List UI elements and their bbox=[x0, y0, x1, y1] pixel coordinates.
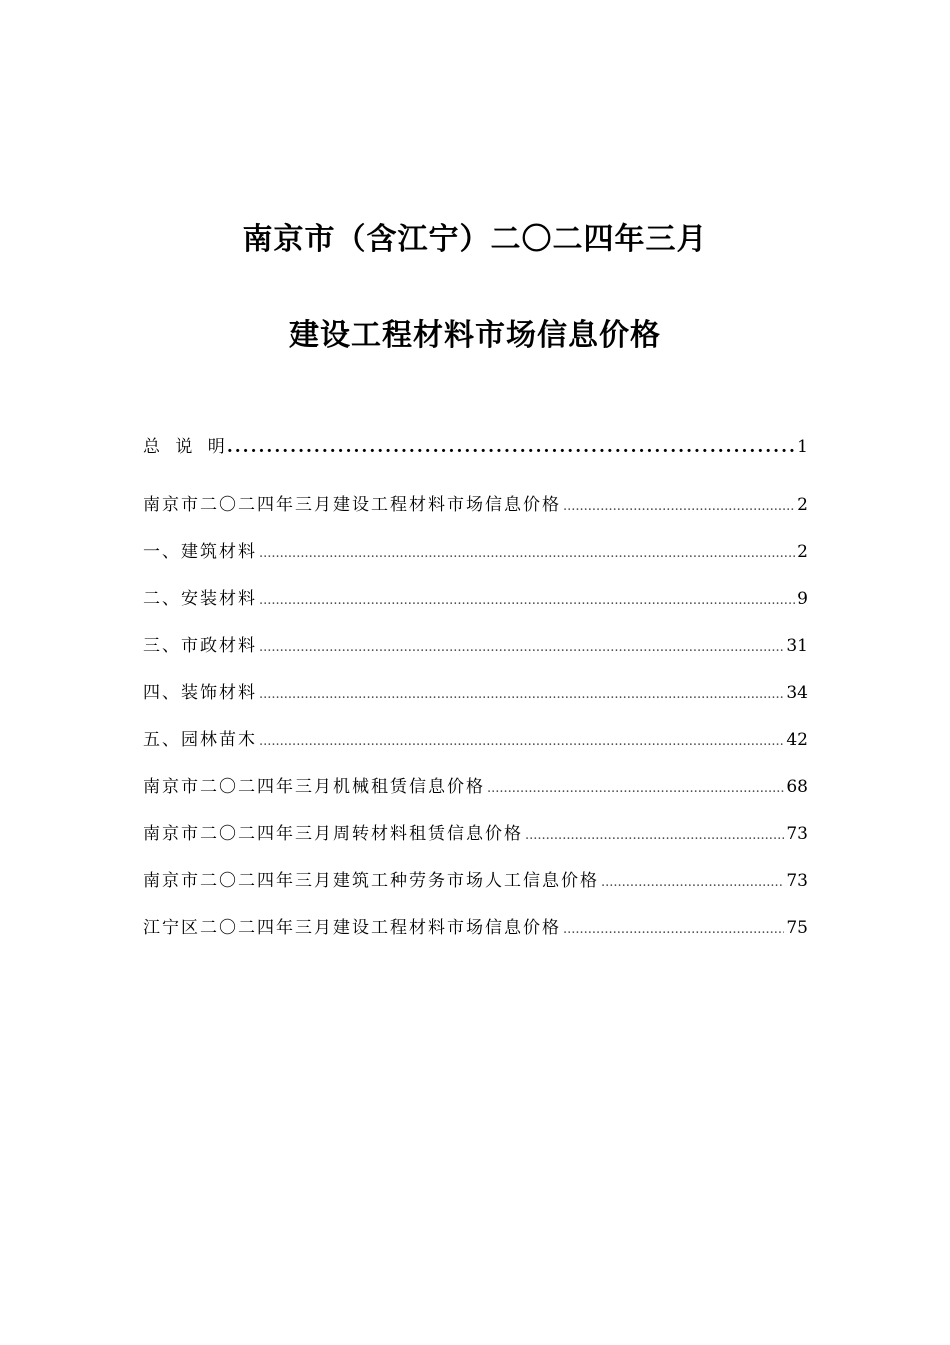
toc-entry-label: 南京市二〇二四年三月建筑工种劳务市场人工信息价格 bbox=[143, 871, 599, 891]
toc-entry-machinery-rental[interactable] bbox=[143, 772, 808, 819]
toc-entry-label: 南京市二〇二四年三月周转材料租赁信息价格 bbox=[143, 824, 523, 844]
toc-entry-page: 75 bbox=[786, 918, 808, 938]
toc-entry-page: 68 bbox=[786, 777, 808, 797]
toc-entry-label: 五、园林苗木 bbox=[143, 730, 257, 750]
toc-dot-leader bbox=[227, 437, 795, 457]
toc-entry-page: 9 bbox=[797, 589, 808, 609]
toc-dot-leader bbox=[259, 640, 784, 655]
toc-entry-label: 江宁区二〇二四年三月建设工程材料市场信息价格 bbox=[143, 918, 561, 938]
toc-entry-page: 1 bbox=[797, 437, 808, 457]
document-title-line-1: 南京市（含江宁）二〇二四年三月 bbox=[242, 222, 708, 257]
toc-entry-general-notes[interactable] bbox=[143, 432, 808, 490]
toc-dot-leader bbox=[259, 734, 784, 749]
toc-entry-jiangning-materials[interactable] bbox=[143, 913, 808, 960]
toc-entry-page: 73 bbox=[786, 824, 808, 844]
toc-dot-leader bbox=[487, 781, 784, 796]
toc-entry-landscape-nursery[interactable] bbox=[143, 725, 808, 772]
toc-entry-page: 73 bbox=[786, 871, 808, 891]
toc-entry-page: 31 bbox=[786, 636, 808, 656]
table-of-contents bbox=[143, 432, 808, 960]
toc-entry-label: 总 说 明 bbox=[143, 437, 225, 457]
toc-entry-installation-materials[interactable] bbox=[143, 584, 808, 631]
toc-dot-leader bbox=[259, 593, 795, 608]
toc-dot-leader bbox=[259, 687, 784, 702]
toc-dot-leader bbox=[525, 828, 784, 843]
toc-entry-page: 2 bbox=[797, 495, 808, 515]
toc-entry-decoration-materials[interactable] bbox=[143, 678, 808, 725]
toc-entry-label: 一、建筑材料 bbox=[143, 542, 257, 562]
toc-entry-page: 42 bbox=[786, 730, 808, 750]
toc-entry-page: 34 bbox=[786, 683, 808, 703]
toc-entry-label: 四、装饰材料 bbox=[143, 683, 257, 703]
document-title-line-2: 建设工程材料市场信息价格 bbox=[289, 318, 661, 353]
toc-dot-leader bbox=[601, 875, 784, 890]
toc-entry-municipal-materials[interactable] bbox=[143, 631, 808, 678]
toc-entry-label: 南京市二〇二四年三月建设工程材料市场信息价格 bbox=[143, 495, 561, 515]
toc-entry-label: 二、安装材料 bbox=[143, 589, 257, 609]
toc-entry-label: 南京市二〇二四年三月机械租赁信息价格 bbox=[143, 777, 485, 797]
toc-entry-turnover-materials-rental[interactable] bbox=[143, 819, 808, 866]
toc-dot-leader bbox=[563, 922, 784, 937]
toc-entry-building-materials[interactable] bbox=[143, 537, 808, 584]
toc-dot-leader bbox=[259, 546, 795, 561]
toc-entry-nanjing-materials[interactable] bbox=[143, 490, 808, 537]
toc-entry-labor-prices[interactable] bbox=[143, 866, 808, 913]
toc-dot-leader bbox=[563, 499, 795, 514]
toc-entry-page: 2 bbox=[797, 542, 808, 562]
toc-entry-label: 三、市政材料 bbox=[143, 636, 257, 656]
